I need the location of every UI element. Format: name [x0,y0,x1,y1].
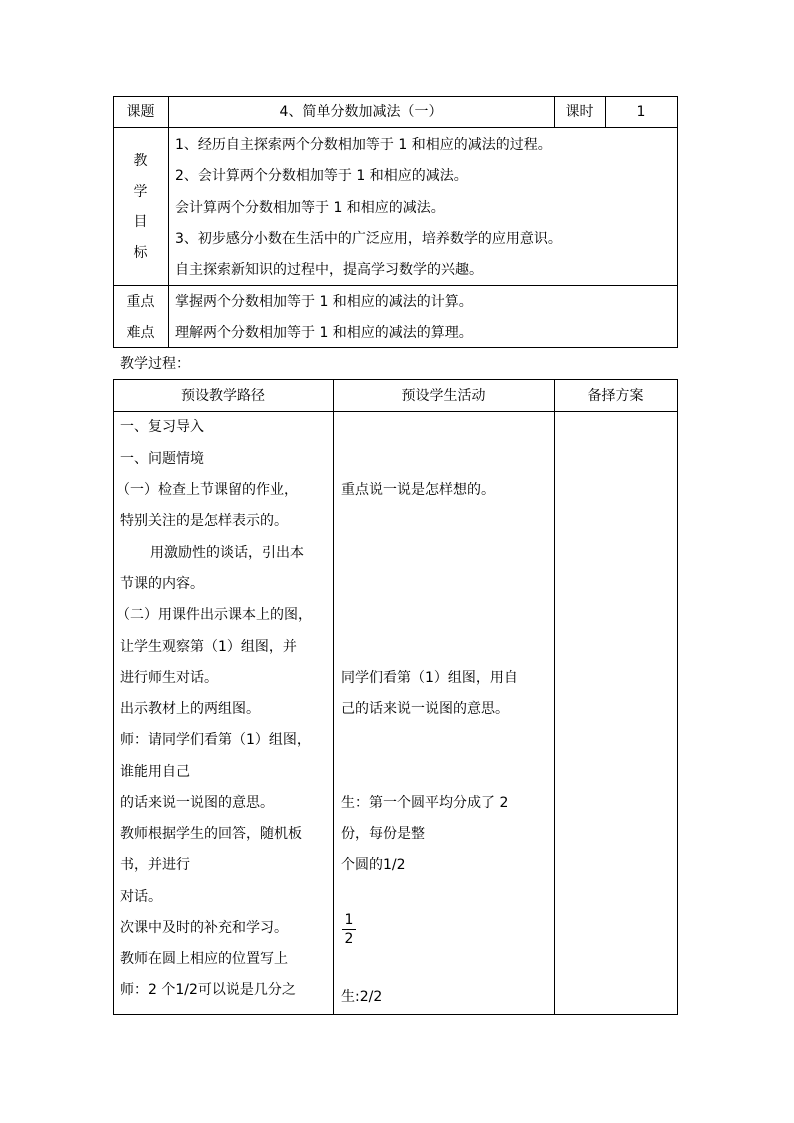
teacher-line: （一）检查上节课留的作业， [116,482,298,498]
teacher-line: 特别关注的是怎样表示的。 [120,513,288,529]
teacher-line: （二）用课件出示课本上的图， [116,607,312,623]
hours-value: 1 [636,104,646,120]
teacher-line: 一、问题情境 [120,451,204,467]
goals-label-char: 目 [133,214,148,230]
student-line: 份，每份是整 [341,826,425,842]
topic-label: 课题 [126,104,155,120]
goal-line: 1、经历自主探索两个分数相加等于 1 和相应的减法的过程。 [175,137,552,153]
topic-title: 4、简单分数加减法（一） [279,104,443,120]
difficulty-label: 难点 [126,325,155,341]
teacher-line: 教师在圆上相应的位置写上 [120,951,288,967]
goals-label-char: 学 [133,184,148,200]
teacher-line: 节课的内容。 [120,576,204,592]
teacher-line: 谁能用自己 [120,764,190,780]
teacher-line: 次课中及时的补充和学习。 [120,920,288,936]
student-line: 同学们看第（1）组图，用自 [341,670,518,686]
student-line: 生：第一个圆平均分成了 2 [341,795,509,811]
teacher-line: 用激励性的谈话，引出本 [150,545,304,561]
key-point: 掌握两个分数相加等于 1 和相应的减法的计算。 [175,294,473,310]
goal-line: 自主探索新知识的过程中，提高学习数学的兴趣。 [175,262,483,278]
fraction-one-half [342,913,356,946]
student-line: 重点说一说是怎样想的。 [341,482,495,498]
column-header: 预设学生活动 [401,388,486,404]
column-header: 备择方案 [587,388,644,404]
student-line: 己的话来说一说图的意思。 [341,701,509,717]
teacher-line: 教师根据学生的回答，随机板 [120,826,302,842]
teacher-line: 师：请同学们看第（1）组图， [120,732,311,748]
goals-label-char: 教 [133,153,148,169]
goal-line: 3、初步感分小数在生活中的广泛应用，培养数学的应用意识。 [175,231,562,247]
fraction-denominator: 2 [344,931,354,947]
goal-line: 2、会计算两个分数相加等于 1 和相应的减法。 [175,168,468,184]
teacher-line: 对话。 [120,889,162,905]
teacher-line: 师：2 个1/2可以说是几分之 [120,982,296,998]
teacher-line: 出示教材上的两组图。 [120,701,260,717]
fraction-bar [342,929,356,930]
key-label: 重点 [126,294,155,310]
goals-label-char: 标 [133,245,148,261]
difficult-point: 理解两个分数相加等于 1 和相应的减法的算理。 [175,325,473,341]
student-line: 个圆的1/2 [341,857,406,873]
student-line: 生:2/2 [341,989,383,1005]
column-header: 预设教学路径 [181,388,265,404]
teacher-line: 书，并进行 [120,857,190,873]
teacher-line: 让学生观察第（1）组图，并 [120,639,297,655]
process-label: 教学过程： [120,356,190,372]
teacher-line: 进行师生对话。 [120,670,218,686]
teacher-line: 的话来说一说图的意思。 [120,795,274,811]
fraction-numerator: 1 [344,912,354,928]
goal-line: 会计算两个分数相加等于 1 和相应的减法。 [175,200,445,216]
teacher-line: 一、复习导入 [120,419,204,435]
hours-label: 课时 [565,104,594,120]
